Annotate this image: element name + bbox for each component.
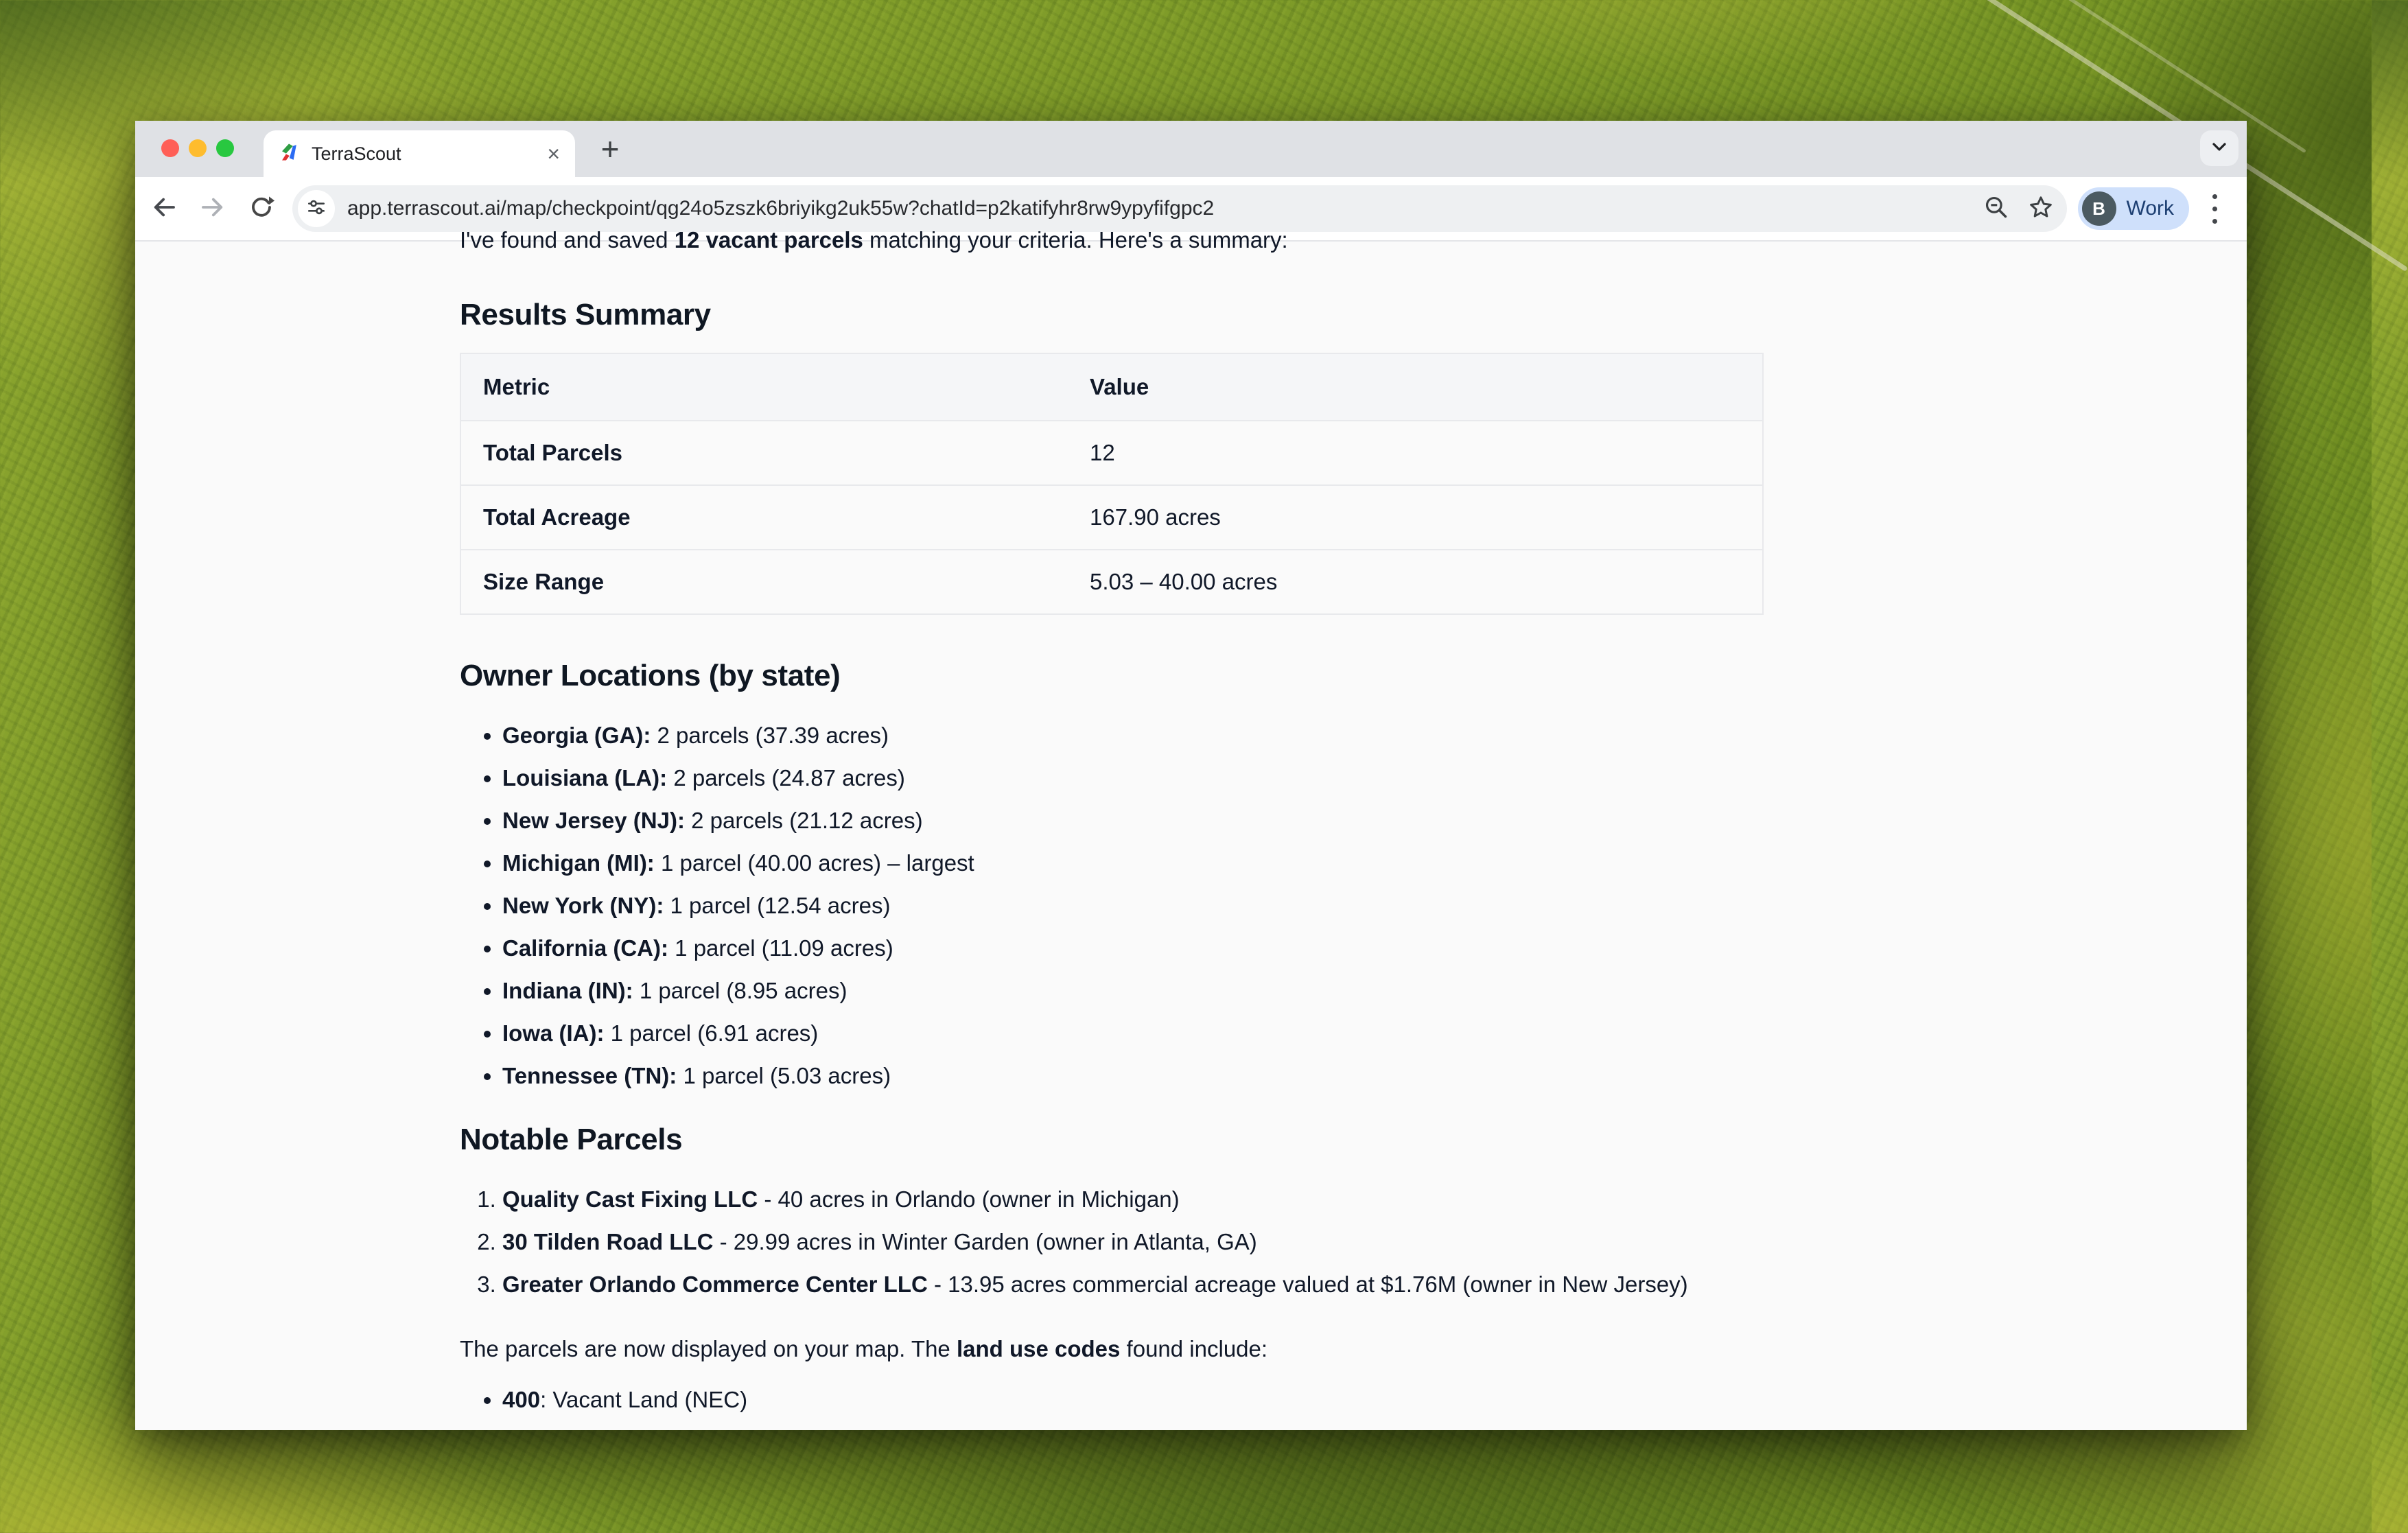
forward-button[interactable] <box>193 189 233 229</box>
profile-chip[interactable] <box>2078 187 2189 230</box>
list-item: • Iowa (IA): 1 parcel (6.91 acres) <box>502 1017 1767 1050</box>
chevron-down-icon <box>2208 136 2230 161</box>
traffic-lights <box>161 139 234 157</box>
close-window-button[interactable] <box>161 139 179 157</box>
map-note-paragraph: The parcels are now displayed on your map. The land use codes found include: <box>460 1336 1268 1361</box>
site-info-button[interactable] <box>298 190 335 227</box>
list-item: • Michigan (MI): 1 parcel (40.00 acres) – largest <box>502 847 1767 880</box>
star-outline-icon <box>2027 194 2055 224</box>
terrascout-favicon-icon <box>279 142 299 166</box>
minimize-window-button[interactable] <box>189 139 207 157</box>
tab-search-button[interactable] <box>2200 130 2238 166</box>
reload-button[interactable] <box>242 189 281 229</box>
metric-column-header: Metric <box>460 353 1068 421</box>
value-column-header: Value <box>1068 353 1763 421</box>
list-item: • California (CA): 1 parcel (11.09 acres) <box>502 932 1767 965</box>
magnifier-minus-icon <box>1983 194 2009 224</box>
url-text[interactable]: app.terrascout.ai/map/checkpoint/qg24o5zszk6briyikg2uk55w?chatId=p2katifyhr8rw9ypyfifgpc2 <box>347 197 1215 220</box>
list-item: 3. Greater Orlando Commerce Center LLC - 13.95 acres commercial acreage valued at $1.76M (owner in New Jersey) <box>502 1268 1767 1301</box>
browser-menu-button[interactable] <box>2195 189 2234 229</box>
tune-icon <box>305 196 327 222</box>
profile-name: Work <box>2126 197 2174 220</box>
land-use-codes-list <box>460 1383 1767 1416</box>
browser-window <box>135 121 2247 1430</box>
notable-parcels-list <box>460 1183 1767 1301</box>
list-item: • New Jersey (NJ): 2 parcels (21.12 acres) <box>502 804 1767 837</box>
results-summary-table <box>460 353 1764 615</box>
fullscreen-window-button[interactable] <box>216 139 234 157</box>
tab-title: TerraScout <box>312 143 401 164</box>
table-row: Total Parcels 12 <box>460 421 1763 485</box>
table-row: Total Acreage 167.90 acres <box>460 485 1763 550</box>
notable-parcels-heading: Notable Parcels <box>460 1123 683 1156</box>
bookmark-star-button[interactable] <box>2027 194 2055 224</box>
page-content <box>135 227 2247 1430</box>
zoom-out-button[interactable] <box>1983 194 2009 224</box>
table-header-row <box>460 353 1763 421</box>
owner-locations-list <box>460 719 1767 1092</box>
forward-arrow-icon <box>198 193 227 225</box>
owner-locations-heading: Owner Locations (by state) <box>460 659 841 692</box>
tab-close-icon[interactable]: × <box>547 141 560 166</box>
profile-avatar: B <box>2082 191 2116 226</box>
tab-strip <box>135 121 2247 177</box>
list-item: 1. Quality Cast Fixing LLC - 40 acres in Orlando (owner in Michigan) <box>502 1183 1767 1216</box>
intro-paragraph: I've found and saved 12 vacant parcels matching your criteria. Here's a summary: <box>460 227 1288 253</box>
list-item: • Tennessee (TN): 1 parcel (5.03 acres) <box>502 1060 1767 1092</box>
back-arrow-icon <box>150 193 178 225</box>
list-item: • Indiana (IN): 1 parcel (8.95 acres) <box>502 974 1767 1007</box>
reload-icon <box>248 194 275 224</box>
list-item: • Louisiana (LA): 2 parcels (24.87 acres) <box>502 762 1767 795</box>
list-item: • New York (NY): 1 parcel (12.54 acres) <box>502 889 1767 922</box>
list-item: 2. 30 Tilden Road LLC - 29.99 acres in Winter Garden (owner in Atlanta, GA) <box>502 1226 1767 1259</box>
list-item: • Georgia (GA): 2 parcels (37.39 acres) <box>502 719 1767 752</box>
back-button[interactable] <box>144 189 184 229</box>
browser-tab-terrascout[interactable] <box>264 130 575 177</box>
list-item: • 400: Vacant Land (NEC) <box>502 1383 1767 1416</box>
results-summary-heading: Results Summary <box>460 298 711 331</box>
table-row: Size Range 5.03 – 40.00 acres <box>460 550 1763 614</box>
new-tab-button[interactable]: + <box>600 131 620 167</box>
chat-response <box>460 227 1767 1426</box>
